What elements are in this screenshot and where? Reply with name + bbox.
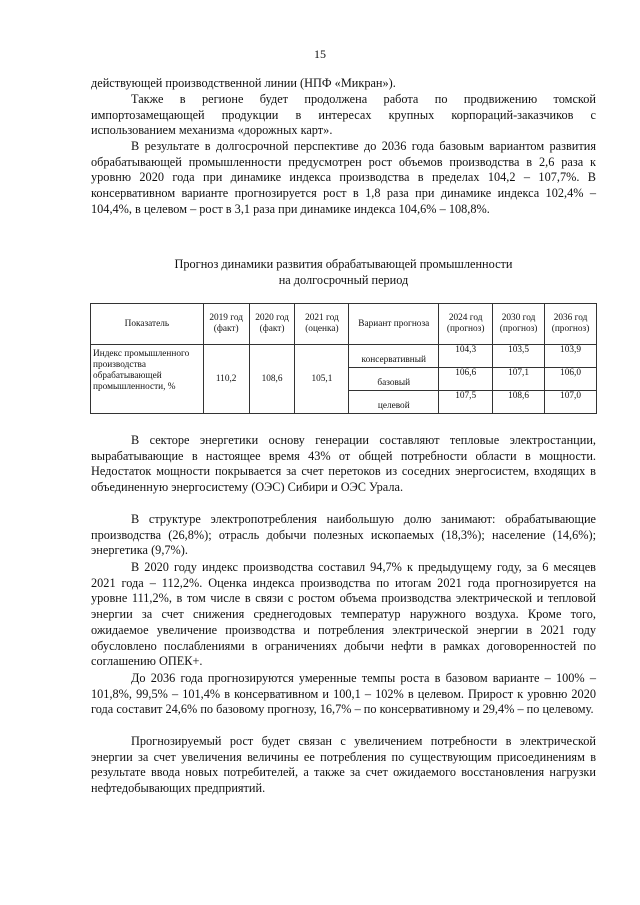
paragraph-energy-sector: В секторе энергетики основу генерации составляют тепловые электростанции, вырабатывающие в настоящее время 43% от общей потребности области в мощности. Недостаток мощности покрывается за счет перетоков из соседних энергосистем, входящих в объединенную энергосистему (ОЭС) Сибири и ОЭС Урала. — [91, 433, 596, 495]
target-2036: 107,0 — [545, 391, 597, 414]
value-2020: 108,6 — [249, 345, 295, 414]
target-2030: 108,6 — [493, 391, 545, 414]
variant-target: целевой — [349, 391, 439, 414]
base-2036: 106,0 — [545, 368, 597, 391]
table-title-line-1: Прогноз динамики развития обрабатывающей промышленности — [174, 257, 513, 271]
header-2020: 2020 год (факт) — [249, 304, 295, 345]
value-2019: 110,2 — [203, 345, 249, 414]
paragraph-production-index: В 2020 году индекс производства составил 94,7% к предыдущему году, за 6 месяцев 2021 года – 112,2%. Оценка индекса производства по итогам 2021 года прогнозируется на уровне 111,2%, в том числе в связи с ростом объема производства электрической и тепловой энергии за счет снижения среднегодовых температур наружного воздуха. Кроме того, ожидаемое увеличение производства и потребления электрической энергии в 2021 году обусловлено послаблениями в ограничениях добычи нефти в рамках договоренностей по соглашению ОПЕК+. — [91, 560, 596, 669]
value-2021: 105,1 — [295, 345, 349, 414]
header-2021: 2021 год (оценка) — [295, 304, 349, 345]
table-title-line-2: на долгосрочный период — [278, 272, 409, 287]
forecast-table — [90, 303, 597, 414]
header-variant: Вариант прогноза — [349, 304, 439, 345]
conservative-2036: 103,9 — [545, 345, 597, 368]
indicator-name: Индекс промышленного производства обрабатывающей промышленности, % — [91, 345, 204, 414]
paragraph-import-substitution: Также в регионе будет продолжена работа по продвижению томской импортозамещающей продукции в интересах крупных корпораций-заказчиков с использованием механизма «дорожных карт». — [91, 92, 596, 138]
table-title — [91, 257, 596, 288]
paragraph-manufacturing-forecast: В результате в долгосрочной перспективе до 2036 года базовым вариантом развития обрабатывающей промышленности предусмотрен рост объемов производства в 2,6 раза к уровню 2020 года при динамике индекса производства в пределах 104,2 – 107,7%. В консервативном варианте прогнозируется рост в 1,8 раза при динамике индекса 102,4% – 104,4%, в целевом – рост в 3,1 раза при динамике индекса 104,6% – 108,8%. — [91, 139, 596, 216]
target-2024: 107,5 — [439, 391, 493, 414]
header-2019: 2019 год (факт) — [203, 304, 249, 345]
paragraph-demand-growth: Прогнозируемый рост будет связан с увеличением потребности в электрической энергии за счет увеличения величины ее потребления по существующим присоединениям в результате ввода новых потребителей, а также за счет ожидаемого восстановления нагрузки нефтедобывающих предприятий. — [91, 734, 596, 796]
variant-conservative: консервативный — [349, 345, 439, 368]
base-2024: 106,6 — [439, 368, 493, 391]
table-header-row — [91, 304, 597, 345]
variant-base: базовый — [349, 368, 439, 391]
paragraph-continuation: действующей производственной линии (НПФ «Микран»). — [91, 76, 396, 90]
table-row — [91, 345, 597, 368]
header-2024: 2024 год (прогноз) — [439, 304, 493, 345]
paragraph-growth-rates: До 2036 года прогнозируются умеренные темпы роста в базовом варианте – 100% – 101,8%, 99,5% – 101,4% в консервативном и 100,1 – 102% в целевом. Прирост к уровню 2020 года составит 24,6% по базовому прогнозу, 16,7% – по консервативному и 29,4% – по целевому. — [91, 671, 596, 717]
conservative-2030: 103,5 — [493, 345, 545, 368]
base-2030: 107,1 — [493, 368, 545, 391]
header-indicator: Показатель — [91, 304, 204, 345]
conservative-2024: 104,3 — [439, 345, 493, 368]
paragraph-consumption-structure: В структуре электропотребления наибольшую долю занимают: обрабатывающие производства (26,8%); отрасль добычи полезных ископаемых (18,3%); население (14,6%); энергетика (9,7%). — [91, 512, 596, 558]
page-number: 15 — [314, 47, 326, 61]
header-2030: 2030 год (прогноз) — [493, 304, 545, 345]
header-2036: 2036 год (прогноз) — [545, 304, 597, 345]
